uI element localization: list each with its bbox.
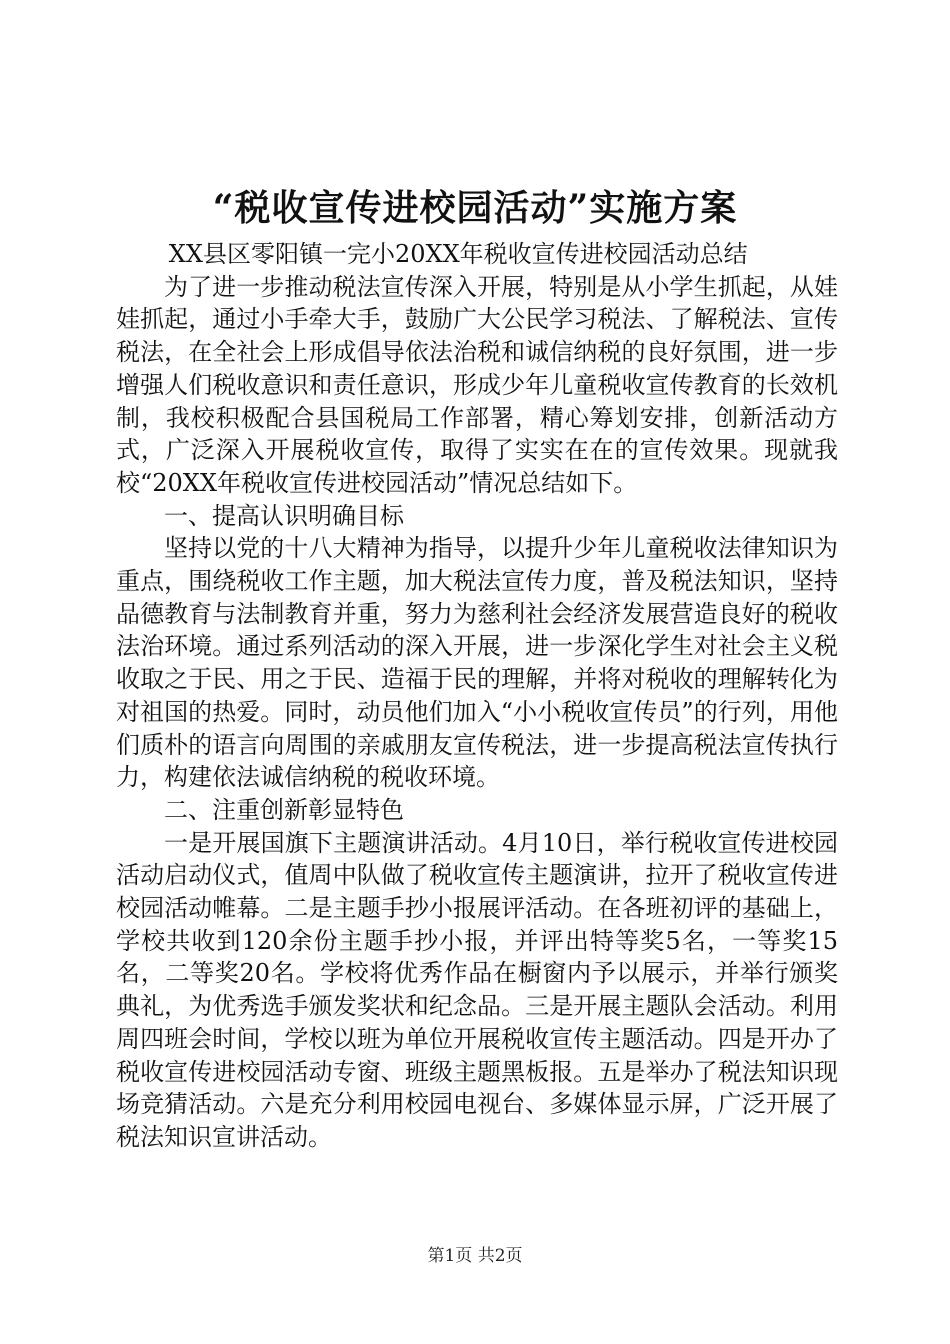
section-heading-1: 一、提高认识明确目标	[164, 501, 404, 530]
paragraph-intro: 为了进一步推动税法宣传深入开展，特别是从小学生抓起，从娃娃抓起，通过小手牵大手，鼓励广大公民学习税法、了解税法、宣传税法，在全社会上形成倡导依法治税和诚信纳税的良好氛围，进一步增强人们税收意识和责任意识，形成少年儿童税收宣传教育的长效机制，我校积极配合县国税局工作部署，精心筹划安排，创新活动方式，广泛深入开展税收宣传，取得了实实在在的宣传效果。现就我校“20XX年税收宣传进校园活动”情况总结如下。	[116, 272, 838, 497]
section-heading-2: 二、注重创新彰显特色	[164, 795, 404, 824]
document-body	[116, 238, 838, 1154]
paragraph-section-2: 一是开展国旗下主题演讲活动。4月10日，举行税收宣传进校园活动启动仪式，值周中队做了税收宣传主题演讲，拉开了税收宣传进校园活动帷幕。二是主题手抄小报展评活动。在各班初评的基础上，学校共收到120余份主题手抄小报，并评出特等奖5名，一等奖15名，二等奖20名。学校将优秀作品在橱窗内予以展示，并举行颁奖典礼，为优秀选手颁发奖状和纪念品。三是开展主题队会活动。利用周四班会时间，学校以班为单位开展税收宣传主题活动。四是开办了税收宣传进校园活动专窗、班级主题黑板报。五是举办了税法知识现场竞猜活动。六是充分利用校园电视台、多媒体显示屏，广泛开展了税法知识宣讲活动。	[116, 828, 838, 1151]
page-footer: 第1页 共2页	[427, 1246, 523, 1266]
paragraph-section-1: 坚持以党的十八大精神为指导，以提升少年儿童税收法律知识为重点，围绕税收工作主题，加大税法宣传力度，普及税法知识，坚持品德教育与法制教育并重，努力为慈利社会经济发展营造良好的税收法治环境。通过系列活动的深入开展，进一步深化学生对社会主义税收取之于民、用之于民、造福于民的理解，并将对税收的理解转化为对祖国的热爱。同时，动员他们加入“小小税收宣传员”的行列，用他们质朴的语言向周围的亲戚朋友宣传税法，进一步提高税法宣传执行力，构建依法诚信纳税的税收环境。	[116, 534, 838, 792]
document-subtitle: XX县区零阳镇一完小20XX年税收宣传进校园活动总结	[168, 240, 748, 268]
document-title: “税收宣传进校园活动”实施方案	[212, 187, 738, 229]
